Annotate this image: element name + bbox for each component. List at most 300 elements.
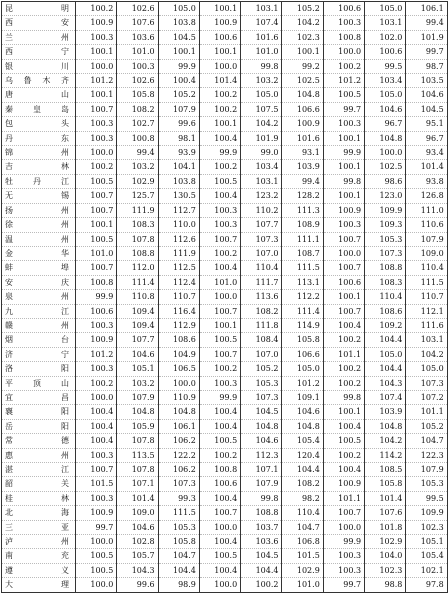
index-value-cell: 100.4: [323, 463, 364, 477]
index-value-cell: 111.4: [282, 304, 323, 318]
table-row: [2, 290, 448, 304]
index-value-cell: 99.4: [117, 146, 158, 160]
index-value-cell: 110.4: [365, 290, 406, 304]
index-value-cell: 100.7: [199, 347, 240, 361]
index-value-cell: 100.1: [199, 45, 240, 59]
index-value-cell: 100.7: [76, 102, 117, 116]
index-value-cell: 100.4: [199, 535, 240, 549]
index-value-cell: 100.0: [323, 520, 364, 534]
index-value-cell: 110.8: [117, 290, 158, 304]
index-value-cell: 107.3: [406, 376, 447, 390]
table-row: [2, 390, 448, 404]
index-value-cell: 100.0: [199, 578, 240, 592]
index-value-cell: 106.2: [158, 463, 199, 477]
index-value-cell: 99.5: [406, 491, 447, 505]
index-value-cell: 105.8: [365, 477, 406, 491]
city-name-cell: 惠州: [2, 448, 76, 462]
index-value-cell: 104.4: [365, 333, 406, 347]
index-value-cell: 111.4: [117, 275, 158, 289]
city-name-cell: 北海: [2, 506, 76, 520]
index-value-cell: 104.6: [117, 347, 158, 361]
city-name-cell: 秦皇岛: [2, 102, 76, 116]
index-value-cell: 112.9: [158, 318, 199, 332]
city-name-cell: 乌鲁木齐: [2, 74, 76, 88]
index-value-cell: 101.2: [76, 347, 117, 361]
index-value-cell: 101.2: [323, 74, 364, 88]
index-value-cell: 101.0: [282, 578, 323, 592]
city-name-cell: 大理: [2, 578, 76, 592]
index-value-cell: 104.7: [406, 434, 447, 448]
index-value-cell: 110.4: [406, 261, 447, 275]
index-value-cell: 101.6: [241, 30, 282, 44]
index-value-cell: 100.3: [323, 563, 364, 577]
index-value-cell: 106.5: [158, 362, 199, 376]
index-value-cell: 109.4: [117, 304, 158, 318]
index-value-cell: 102.9: [365, 535, 406, 549]
index-value-cell: 106.2: [158, 434, 199, 448]
index-value-cell: 104.6: [282, 405, 323, 419]
index-value-cell: 99.9: [158, 59, 199, 73]
index-value-cell: 104.4: [282, 463, 323, 477]
table-row: [2, 203, 448, 217]
index-value-cell: 107.9: [117, 390, 158, 404]
index-value-cell: 111.5: [282, 261, 323, 275]
index-value-cell: 105.0: [365, 2, 406, 16]
table-row: [2, 88, 448, 102]
index-value-cell: 105.3: [406, 477, 447, 491]
index-value-cell: 106.1: [406, 2, 447, 16]
index-value-cell: 100.4: [199, 419, 240, 433]
index-value-cell: 100.0: [76, 535, 117, 549]
table-row: [2, 506, 448, 520]
index-value-cell: 102.3: [365, 563, 406, 577]
table-row: [2, 146, 448, 160]
index-value-cell: 110.2: [241, 203, 282, 217]
index-value-cell: 100.9: [76, 16, 117, 30]
index-value-cell: 105.0: [158, 2, 199, 16]
index-value-cell: 97.8: [406, 578, 447, 592]
index-value-cell: 100.6: [365, 45, 406, 59]
index-value-cell: 100.0: [199, 59, 240, 73]
index-value-cell: 112.4: [158, 275, 199, 289]
index-value-cell: 100.5: [76, 563, 117, 577]
index-value-cell: 99.9: [323, 535, 364, 549]
index-value-cell: 126.8: [406, 189, 447, 203]
index-value-cell: 100.0: [323, 246, 364, 260]
index-value-cell: 104.2: [365, 434, 406, 448]
index-value-cell: 102.7: [117, 117, 158, 131]
index-value-cell: 105.1: [117, 362, 158, 376]
index-value-cell: 103.8: [158, 174, 199, 188]
index-value-cell: 107.9: [158, 102, 199, 116]
index-value-cell: 100.4: [323, 318, 364, 332]
index-value-cell: 108.8: [365, 261, 406, 275]
index-value-cell: 125.7: [117, 189, 158, 203]
table-row: [2, 174, 448, 188]
index-value-cell: 105.2: [158, 88, 199, 102]
index-value-cell: 111.1: [282, 232, 323, 246]
index-value-cell: 100.1: [323, 290, 364, 304]
index-value-cell: 99.8: [241, 59, 282, 73]
index-value-cell: 99.4: [406, 16, 447, 30]
index-value-cell: 120.4: [282, 448, 323, 462]
index-value-cell: 93.1: [282, 146, 323, 160]
index-value-cell: 100.4: [323, 419, 364, 433]
city-name-cell: 南充: [2, 549, 76, 563]
index-value-cell: 100.1: [323, 405, 364, 419]
index-value-cell: 107.1: [117, 477, 158, 491]
index-value-cell: 107.6: [365, 506, 406, 520]
index-value-cell: 110.7: [158, 290, 199, 304]
index-value-cell: 100.9: [282, 117, 323, 131]
index-value-cell: 100.2: [199, 362, 240, 376]
index-value-cell: 111.9: [117, 203, 158, 217]
table-body: [2, 2, 448, 593]
index-value-cell: 107.4: [365, 390, 406, 404]
index-value-cell: 100.3: [117, 59, 158, 73]
index-value-cell: 104.8: [158, 405, 199, 419]
index-value-cell: 108.2: [241, 304, 282, 318]
table-row: [2, 463, 448, 477]
index-value-cell: 98.2: [282, 491, 323, 505]
index-value-cell: 101.9: [406, 30, 447, 44]
index-value-cell: 104.7: [158, 549, 199, 563]
index-value-cell: 100.0: [323, 45, 364, 59]
index-value-cell: 104.8: [365, 419, 406, 433]
index-value-cell: 105.8: [117, 88, 158, 102]
index-value-cell: 100.2: [199, 448, 240, 462]
index-value-cell: 99.6: [158, 117, 199, 131]
city-name-cell: 桂林: [2, 491, 76, 505]
index-value-cell: 100.6: [323, 2, 364, 16]
index-value-cell: 100.9: [76, 506, 117, 520]
index-value-cell: 98.9: [158, 578, 199, 592]
index-value-cell: 99.5: [365, 59, 406, 73]
city-name-cell: 扬州: [2, 203, 76, 217]
index-value-cell: 100.0: [199, 290, 240, 304]
index-value-cell: 100.5: [76, 549, 117, 563]
index-value-cell: 113.6: [241, 290, 282, 304]
city-name-cell: 银川: [2, 59, 76, 73]
index-value-cell: 100.4: [199, 491, 240, 505]
index-value-cell: 109.0: [406, 246, 447, 260]
table-row: [2, 563, 448, 577]
index-value-cell: 104.6: [241, 434, 282, 448]
index-value-cell: 111.0: [406, 203, 447, 217]
index-value-cell: 104.6: [365, 102, 406, 116]
index-value-cell: 100.3: [199, 203, 240, 217]
table-row: [2, 232, 448, 246]
table-row: [2, 2, 448, 16]
index-value-cell: 103.9: [365, 405, 406, 419]
city-name-cell: 韶关: [2, 477, 76, 491]
city-name-cell: 济宁: [2, 347, 76, 361]
index-value-cell: 104.7: [282, 520, 323, 534]
city-name-cell: 湛江: [2, 463, 76, 477]
index-value-cell: 100.5: [76, 174, 117, 188]
index-value-cell: 104.3: [117, 563, 158, 577]
index-value-cell: 100.6: [76, 304, 117, 318]
index-value-cell: 100.3: [199, 218, 240, 232]
index-value-cell: 100.4: [199, 405, 240, 419]
index-value-cell: 108.4: [241, 333, 282, 347]
index-value-cell: 105.8: [158, 535, 199, 549]
index-value-cell: 102.9: [117, 174, 158, 188]
index-value-cell: 103.9: [282, 160, 323, 174]
index-value-cell: 104.8: [365, 131, 406, 145]
table-row: [2, 261, 448, 275]
index-value-cell: 105.2: [406, 419, 447, 433]
index-value-cell: 101.8: [365, 520, 406, 534]
index-value-cell: 100.1: [76, 218, 117, 232]
index-value-cell: 100.3: [199, 376, 240, 390]
index-value-cell: 113.1: [282, 275, 323, 289]
index-value-cell: 108.2: [117, 102, 158, 116]
index-value-cell: 101.4: [406, 160, 447, 174]
index-value-cell: 101.9: [241, 131, 282, 145]
price-index-table: [1, 1, 448, 593]
index-value-cell: 111.5: [406, 275, 447, 289]
index-value-cell: 101.4: [117, 491, 158, 505]
index-value-cell: 100.2: [76, 2, 117, 16]
index-value-cell: 99.7: [76, 520, 117, 534]
index-value-cell: 98.8: [365, 578, 406, 592]
index-value-cell: 112.6: [158, 232, 199, 246]
index-value-cell: 100.2: [199, 88, 240, 102]
index-value-cell: 112.1: [406, 304, 447, 318]
index-value-cell: 103.4: [241, 160, 282, 174]
table-row: [2, 362, 448, 376]
index-value-cell: 100.7: [199, 506, 240, 520]
index-value-cell: 104.5: [241, 405, 282, 419]
index-value-cell: 100.0: [76, 146, 117, 160]
index-value-cell: 100.2: [323, 448, 364, 462]
index-value-cell: 105.2: [241, 362, 282, 376]
index-value-cell: 108.9: [282, 218, 323, 232]
index-value-cell: 99.3: [158, 491, 199, 505]
index-value-cell: 102.9: [282, 563, 323, 577]
index-value-cell: 112.7: [158, 203, 199, 217]
index-value-cell: 112.0: [117, 261, 158, 275]
index-value-cell: 108.3: [365, 275, 406, 289]
index-value-cell: 100.0: [76, 578, 117, 592]
index-value-cell: 99.9: [199, 390, 240, 404]
index-value-cell: 100.7: [323, 261, 364, 275]
index-value-cell: 103.4: [365, 74, 406, 88]
index-value-cell: 105.3: [158, 520, 199, 534]
index-value-cell: 103.2: [241, 74, 282, 88]
index-value-cell: 102.8: [117, 535, 158, 549]
city-name-cell: 襄阳: [2, 405, 76, 419]
table-row: [2, 434, 448, 448]
index-value-cell: 103.1: [241, 2, 282, 16]
index-value-cell: 104.8: [282, 88, 323, 102]
city-name-cell: 洛阳: [2, 362, 76, 376]
city-name-cell: 唐山: [2, 88, 76, 102]
index-value-cell: 108.7: [282, 246, 323, 260]
index-value-cell: 105.7: [117, 549, 158, 563]
index-value-cell: 100.4: [158, 74, 199, 88]
index-value-cell: 113.5: [117, 448, 158, 462]
index-value-cell: 100.2: [199, 102, 240, 116]
index-value-cell: 106.6: [282, 347, 323, 361]
index-value-cell: 104.5: [158, 30, 199, 44]
index-value-cell: 93.9: [158, 146, 199, 160]
index-value-cell: 104.4: [158, 563, 199, 577]
index-value-cell: 100.2: [76, 376, 117, 390]
index-value-cell: 101.5: [76, 477, 117, 491]
index-value-cell: 104.6: [117, 520, 158, 534]
table-row: [2, 419, 448, 433]
index-value-cell: 100.6: [323, 275, 364, 289]
index-value-cell: 99.8: [323, 390, 364, 404]
index-value-cell: 105.3: [241, 376, 282, 390]
index-value-cell: 110.4: [282, 506, 323, 520]
table-row: [2, 117, 448, 131]
index-value-cell: 100.0: [158, 376, 199, 390]
index-value-cell: 104.9: [158, 347, 199, 361]
index-value-cell: 104.1: [158, 160, 199, 174]
index-value-cell: 100.1: [323, 160, 364, 174]
city-name-cell: 岳阳: [2, 419, 76, 433]
index-value-cell: 128.2: [282, 189, 323, 203]
index-value-cell: 100.5: [323, 88, 364, 102]
index-value-cell: 101.2: [76, 74, 117, 88]
index-value-cell: 105.2: [282, 2, 323, 16]
index-value-cell: 103.6: [241, 535, 282, 549]
index-value-cell: 100.8: [199, 463, 240, 477]
index-value-cell: 103.1: [365, 16, 406, 30]
index-value-cell: 105.0: [282, 362, 323, 376]
city-name-cell: 平顶山: [2, 376, 76, 390]
index-value-cell: 100.7: [76, 189, 117, 203]
index-value-cell: 106.8: [282, 535, 323, 549]
index-value-cell: 100.7: [76, 203, 117, 217]
index-value-cell: 100.7: [323, 232, 364, 246]
index-value-cell: 109.9: [365, 203, 406, 217]
index-value-cell: 109.1: [282, 390, 323, 404]
index-value-cell: 100.9: [199, 16, 240, 30]
index-value-cell: 100.3: [76, 448, 117, 462]
table-row: [2, 16, 448, 30]
index-value-cell: 123.0: [365, 189, 406, 203]
index-value-cell: 107.3: [241, 232, 282, 246]
index-value-cell: 103.7: [241, 520, 282, 534]
table-row: [2, 535, 448, 549]
index-value-cell: 103.8: [158, 16, 199, 30]
index-value-cell: 100.0: [199, 520, 240, 534]
table-row: [2, 448, 448, 462]
index-value-cell: 105.1: [406, 535, 447, 549]
index-value-cell: 107.3: [158, 477, 199, 491]
table-row: [2, 160, 448, 174]
index-value-cell: 112.5: [158, 261, 199, 275]
index-value-cell: 100.5: [76, 232, 117, 246]
index-value-cell: 111.3: [282, 203, 323, 217]
index-value-cell: 108.3: [117, 218, 158, 232]
city-name-cell: 温州: [2, 232, 76, 246]
index-value-cell: 105.4: [282, 434, 323, 448]
index-value-cell: 104.4: [241, 563, 282, 577]
index-value-cell: 101.0: [76, 246, 117, 260]
index-value-cell: 100.4: [199, 131, 240, 145]
index-value-cell: 100.1: [199, 2, 240, 16]
table-row: [2, 59, 448, 73]
city-name-cell: 三亚: [2, 520, 76, 534]
index-value-cell: 103.1: [241, 174, 282, 188]
index-value-cell: 102.0: [365, 30, 406, 44]
index-value-cell: 100.1: [323, 131, 364, 145]
table-row: [2, 102, 448, 116]
table-row: [2, 549, 448, 563]
index-value-cell: 104.4: [365, 362, 406, 376]
index-value-cell: 102.6: [117, 74, 158, 88]
index-value-cell: 100.4: [76, 419, 117, 433]
index-value-cell: 107.7: [241, 218, 282, 232]
index-value-cell: 109.4: [117, 318, 158, 332]
index-value-cell: 108.6: [365, 304, 406, 318]
index-value-cell: 99.2: [282, 59, 323, 73]
index-value-cell: 103.5: [406, 74, 447, 88]
index-value-cell: 100.0: [76, 390, 117, 404]
city-name-cell: 锦州: [2, 146, 76, 160]
index-value-cell: 101.0: [199, 275, 240, 289]
index-value-cell: 102.5: [365, 160, 406, 174]
index-value-cell: 100.1: [76, 88, 117, 102]
index-value-cell: 99.7: [323, 578, 364, 592]
index-value-cell: 99.8: [323, 174, 364, 188]
index-value-cell: 100.7: [76, 463, 117, 477]
index-value-cell: 101.1: [323, 347, 364, 361]
table-row: [2, 218, 448, 232]
index-value-cell: 109.9: [406, 506, 447, 520]
index-value-cell: 99.9: [76, 290, 117, 304]
index-value-cell: 102.3: [282, 30, 323, 44]
index-value-cell: 114.9: [282, 318, 323, 332]
index-value-cell: 95.1: [406, 117, 447, 131]
index-value-cell: 100.2: [323, 376, 364, 390]
index-value-cell: 96.7: [365, 117, 406, 131]
city-name-cell: 赣州: [2, 318, 76, 332]
index-value-cell: 111.5: [158, 506, 199, 520]
index-value-cell: 100.7: [76, 261, 117, 275]
table-row: [2, 131, 448, 145]
index-value-cell: 102.6: [117, 2, 158, 16]
city-name-cell: 徐州: [2, 218, 76, 232]
index-value-cell: 100.4: [199, 261, 240, 275]
city-name-cell: 西宁: [2, 45, 76, 59]
index-value-cell: 110.6: [406, 218, 447, 232]
index-value-cell: 106.6: [282, 102, 323, 116]
city-name-cell: 金华: [2, 246, 76, 260]
table-row: [2, 491, 448, 505]
city-name-cell: 泸州: [2, 535, 76, 549]
table-row: [2, 333, 448, 347]
index-value-cell: 110.4: [241, 261, 282, 275]
index-value-cell: 100.2: [323, 333, 364, 347]
index-value-cell: 100.3: [76, 491, 117, 505]
index-value-cell: 100.1: [76, 45, 117, 59]
table-row: [2, 275, 448, 289]
index-value-cell: 100.4: [76, 434, 117, 448]
index-value-cell: 100.9: [76, 333, 117, 347]
city-name-cell: 无锡: [2, 189, 76, 203]
index-value-cell: 110.7: [406, 290, 447, 304]
index-value-cell: 100.1: [323, 189, 364, 203]
index-value-cell: 100.3: [76, 30, 117, 44]
index-value-cell: 102.5: [282, 74, 323, 88]
index-value-cell: 100.8: [76, 275, 117, 289]
